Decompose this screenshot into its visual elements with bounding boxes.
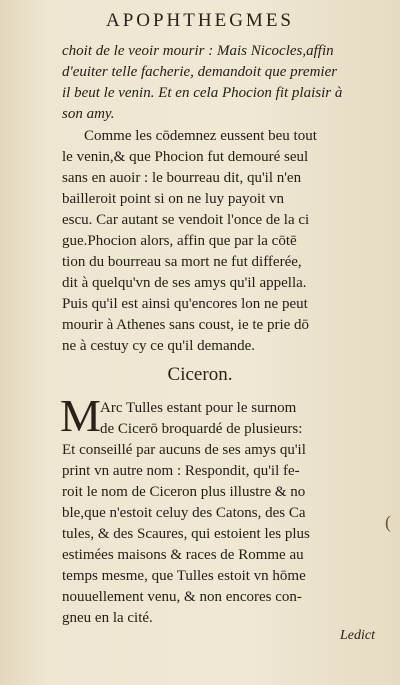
text-line: gneu en la cité. — [62, 610, 153, 626]
text-line: bailleroit point si on ne luy payoit vn — [62, 191, 285, 207]
text-line: Puis qu'il est ainsi qu'encores lon ne peut — [62, 296, 308, 312]
text-line: mourir à Athenes sans coust, ie te prie dō — [62, 317, 310, 333]
section-title: Ciceron. — [167, 364, 233, 385]
text-line: print vn autre nom : Respondit, qu'il fe- — [62, 463, 300, 479]
text-line: estimées maisons & races de Romme au — [62, 547, 304, 563]
margin-mark: ( — [385, 512, 391, 532]
text-line: dit à quelqu'vn de ses amys qu'il appella. — [62, 275, 307, 291]
text-line: ble,que n'estoit celuy des Catons, des Ca — [62, 505, 306, 521]
text-line: de Cicerō broquardé de plusieurs: — [100, 421, 303, 437]
drop-cap: M — [60, 390, 101, 441]
text-line: d'euiter telle facherie, demandoit que premier — [62, 64, 338, 80]
text-line: son amy. — [62, 106, 115, 122]
text-line: roit le nom de Ciceron plus illustre & no — [62, 484, 306, 500]
text-line: nouuellement venu, & non encores con- — [62, 589, 302, 605]
text-line: tion du bourreau sa mort ne fut differée, — [62, 254, 302, 270]
text-line: gue.Phocion alors, affin que par la cōtē — [62, 233, 297, 249]
text-line: escu. Car autant se vendoit l'once de la ci — [62, 212, 310, 228]
text-line: tules, & des Scaures, qui estoient les plus — [62, 526, 310, 542]
running-head: APOPHTHEGMES — [105, 10, 295, 31]
text-line: Arc Tulles estant pour le surnom — [100, 400, 297, 416]
text-line: sans en auoir : le bourreau dit, qu'il n'en — [62, 170, 302, 186]
catchword: Ledict — [340, 628, 375, 643]
text-line: Comme les cōdemnez eussent beu tout — [84, 128, 317, 144]
text-line: choit de le veoir mourir : Mais Nicocles,affin — [62, 43, 334, 59]
text-line: il beut le venin. Et en cela Phocion fit plaisir à — [62, 85, 343, 101]
text-line: Et conseillé par aucuns de ses amys qu'il — [62, 442, 306, 458]
text-line: le venin,& que Phocion fut demouré seul — [62, 149, 309, 165]
text-line: temps mesme, que Tulles estoit vn hōme — [62, 568, 306, 584]
text-line: ne à cestuy cy ce qu'il demande. — [62, 338, 256, 354]
